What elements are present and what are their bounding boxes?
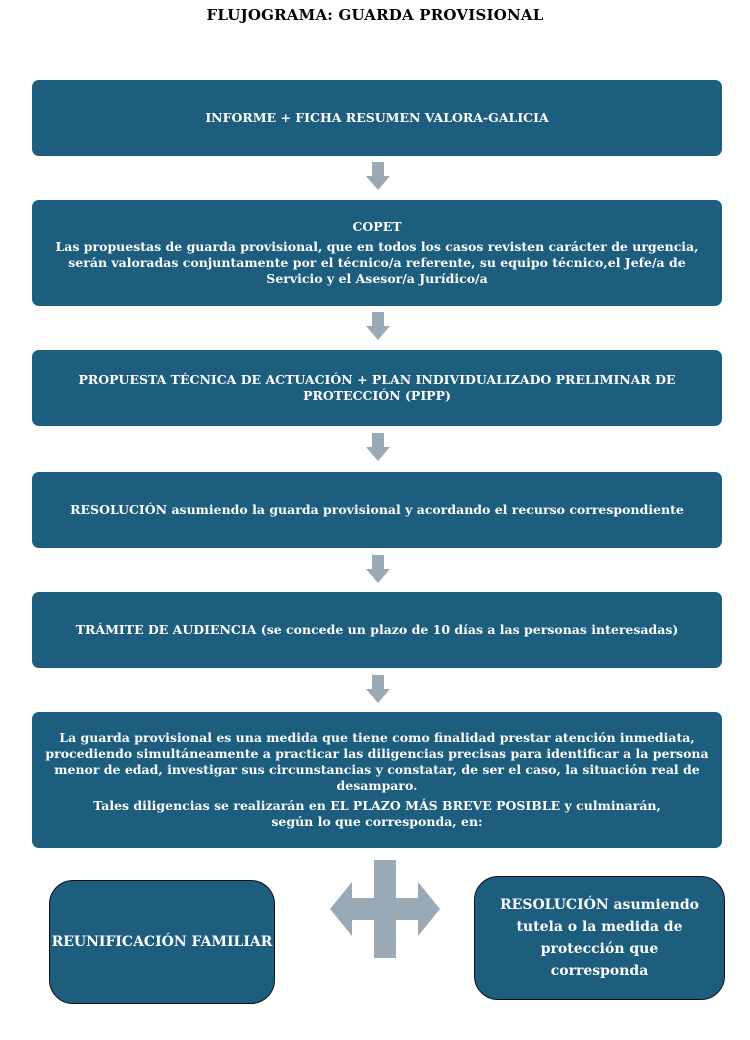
outcome-reunificacion-text: REUNIFICACIÓN FAMILIAR <box>51 934 273 950</box>
down-arrow-icon <box>366 433 390 461</box>
step-guarda-p2-post: y culminarán, según lo que corresponda, en: <box>271 798 661 829</box>
step-resolucion-text <box>60 502 694 518</box>
step-propuesta-text: PROPUESTA TÉCNICA DE ACTUACIÓN + PLAN INDIVIDUALIZADO PRELIMINAR DE PROTECCIÓN (PIPP) <box>78 372 676 403</box>
step-informe <box>32 80 722 156</box>
step-audiencia-rest: (se concede un plazo de 10 días a las personas interesadas) <box>256 622 679 637</box>
step-guarda-p2-bold: EL PLAZO MÁS BREVE POSIBLE <box>330 798 561 813</box>
step-guarda-descripcion <box>32 712 722 848</box>
down-arrow-icon <box>366 312 390 340</box>
step-copet <box>32 200 722 306</box>
step-audiencia-bold: TRÁMITE DE AUDIENCIA <box>75 622 257 637</box>
step-copet-text: Las propuestas de guarda provisional, que en todos los casos revisten carácter de urgencia, serán valoradas conjuntamente por el técnico/a referente, su equipo técnico,el Jefe/a de Servicio y el Asesor/a Jurídico/a <box>55 239 699 286</box>
outcome-reunificacion <box>49 880 275 1004</box>
outcome-resolucion-tutela-text: RESOLUCIÓN asumiendo tutela o la medida de protección que corresponda <box>500 897 699 979</box>
outcome-resolucion-tutela <box>474 876 725 1000</box>
step-copet-heading: COPET <box>352 219 402 234</box>
four-way-arrow-icon <box>330 860 440 958</box>
step-audiencia <box>32 592 722 668</box>
step-resolucion-rest: asumiendo la guarda provisional y acordando el recurso correspondiente <box>167 502 684 517</box>
step-guarda-p1: La guarda provisional es una medida que tiene como finalidad prestar atención inmediata, procediendo simultáneamente a practicar las diligencias precisas para identificar a la persona menor de edad, investigar sus circunstancias y constatar, de ser el caso, la situación real de desamparo. <box>45 730 709 793</box>
step-propuesta <box>32 350 722 426</box>
step-audiencia-text <box>66 622 689 638</box>
diagram-title: FLUJOGRAMA: GUARDA PROVISIONAL <box>206 6 544 24</box>
step-informe-text: INFORME + FICHA RESUMEN VALORA-GALICIA <box>205 110 549 125</box>
step-guarda-p2-pre: Tales diligencias se realizarán en <box>93 798 331 813</box>
down-arrow-icon <box>366 675 390 703</box>
down-arrow-icon <box>366 162 390 190</box>
step-resolucion-bold: RESOLUCIÓN <box>70 502 168 517</box>
step-resolucion <box>32 472 722 548</box>
down-arrow-icon <box>366 555 390 583</box>
step-guarda-p2 <box>32 798 722 830</box>
